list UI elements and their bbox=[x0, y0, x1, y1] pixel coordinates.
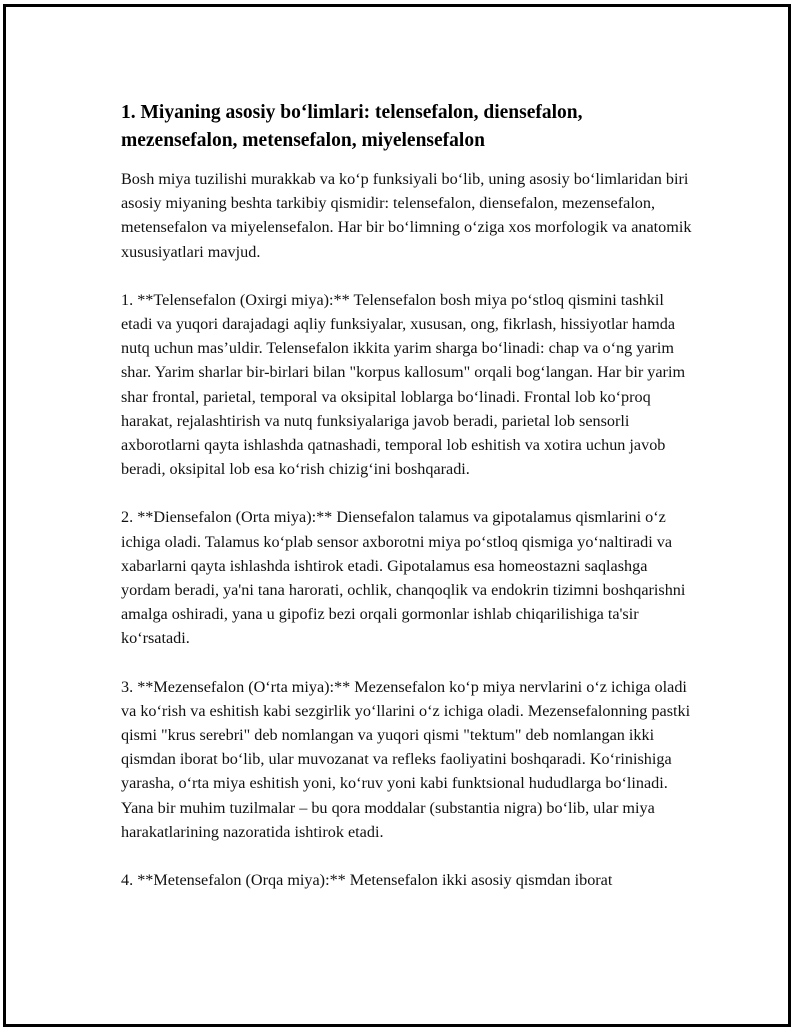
mezensefalon-paragraph: 3. **Mezensefalon (O‘rta miya):** Mezensefalon ko‘p miya nervlarini o‘z ichiga oladi va ko‘rish va eshitish kabi sezgirlik yo‘llarini o‘z ichiga oladi. Mezensefalonning pastki qismi "krus serebri" deb nomlangan va yuqori qismi "tektum" deb nomlangan ikki qismdan iborat bo‘lib, ular muvozanat va refleks faoliyatini boshqaradi. Ko‘rinishiga yarasha, o‘rta miya eshitish yoni, ko‘ruv yoni kabi funktsional hududlarga bo‘linadi. Yana bir muhim tuzilmalar – bu qora moddalar (substantia nigra) bo‘lib, ular miya harakatlarining nazoratida ishtirok etadi. bbox=[121, 677, 691, 841]
document-body bbox=[121, 99, 693, 916]
intro-paragraph: Bosh miya tuzilishi murakkab va ko‘p funksiyali bo‘lib, uning asosiy bo‘limlaridan biri asosiy miyaning beshta tarkibiy qismidir: telensefalon, diensefalon, mezensefalon, metensefalon va miyelensefalon. Har bir bo‘limning o‘ziga xos morfologik va anatomik xususiyatlari mavjud. bbox=[121, 170, 692, 261]
metensefalon-paragraph: 4. **Metensefalon (Orqa miya):** Metensefalon ikki asosiy qismdan iborat bbox=[121, 871, 613, 890]
section-heading: 1. Miyaning asosiy bo‘limlari: telensefalon, diensefalon, mezensefalon, metensefalon, miyelensefalon bbox=[121, 102, 583, 151]
diensefalon-paragraph: 2. **Diensefalon (Orta miya):** Diensefalon talamus va gipotalamus qismlarini o‘z ichiga oladi. Talamus ko‘plab sensor axborotni miya po‘stloq qismiga yo‘naltiradi va xabarlarni qayta ishlashda ishtirok etadi. Gipotalamus esa homeostazni saqlashga yordam beradi, ya'ni tana harorati, ochlik, chanqoqlik va endokrin tizimni boshqarishni amalga oshiradi, yana u gipofiz bezi orqali gormonlar ishlab chiqarilishiga ta'sir ko‘rsatadi. bbox=[121, 508, 686, 648]
document-page bbox=[3, 4, 791, 1027]
telensefalon-paragraph: 1. **Telensefalon (Oxirgi miya):** Telensefalon bosh miya po‘stloq qismini tashkil etadi va yuqori darajadagi aqliy funksiyalar, xususan, ong, fikrlash, hissiyotlar hamda nutq uchun mas’uldir. Telensefalon ikkita yarim sharga bo‘linadi: chap va o‘ng yarim shar. Yarim sharlar bir-birlari bilan "korpus kallosum" orqali bog‘langan. Har bir yarim shar frontal, parietal, temporal va oksipital loblarga bo‘linadi. Frontal lob ko‘proq harakat, rejalashtirish va nutq funksiyalariga javob beradi, parietal lob sensorli axborotlarni qayta ishlashda qatnashadi, temporal lob eshitish va xotira uchun javob beradi, oksipital lob esa ko‘rish chizig‘ini boshqaradi. bbox=[121, 290, 686, 479]
